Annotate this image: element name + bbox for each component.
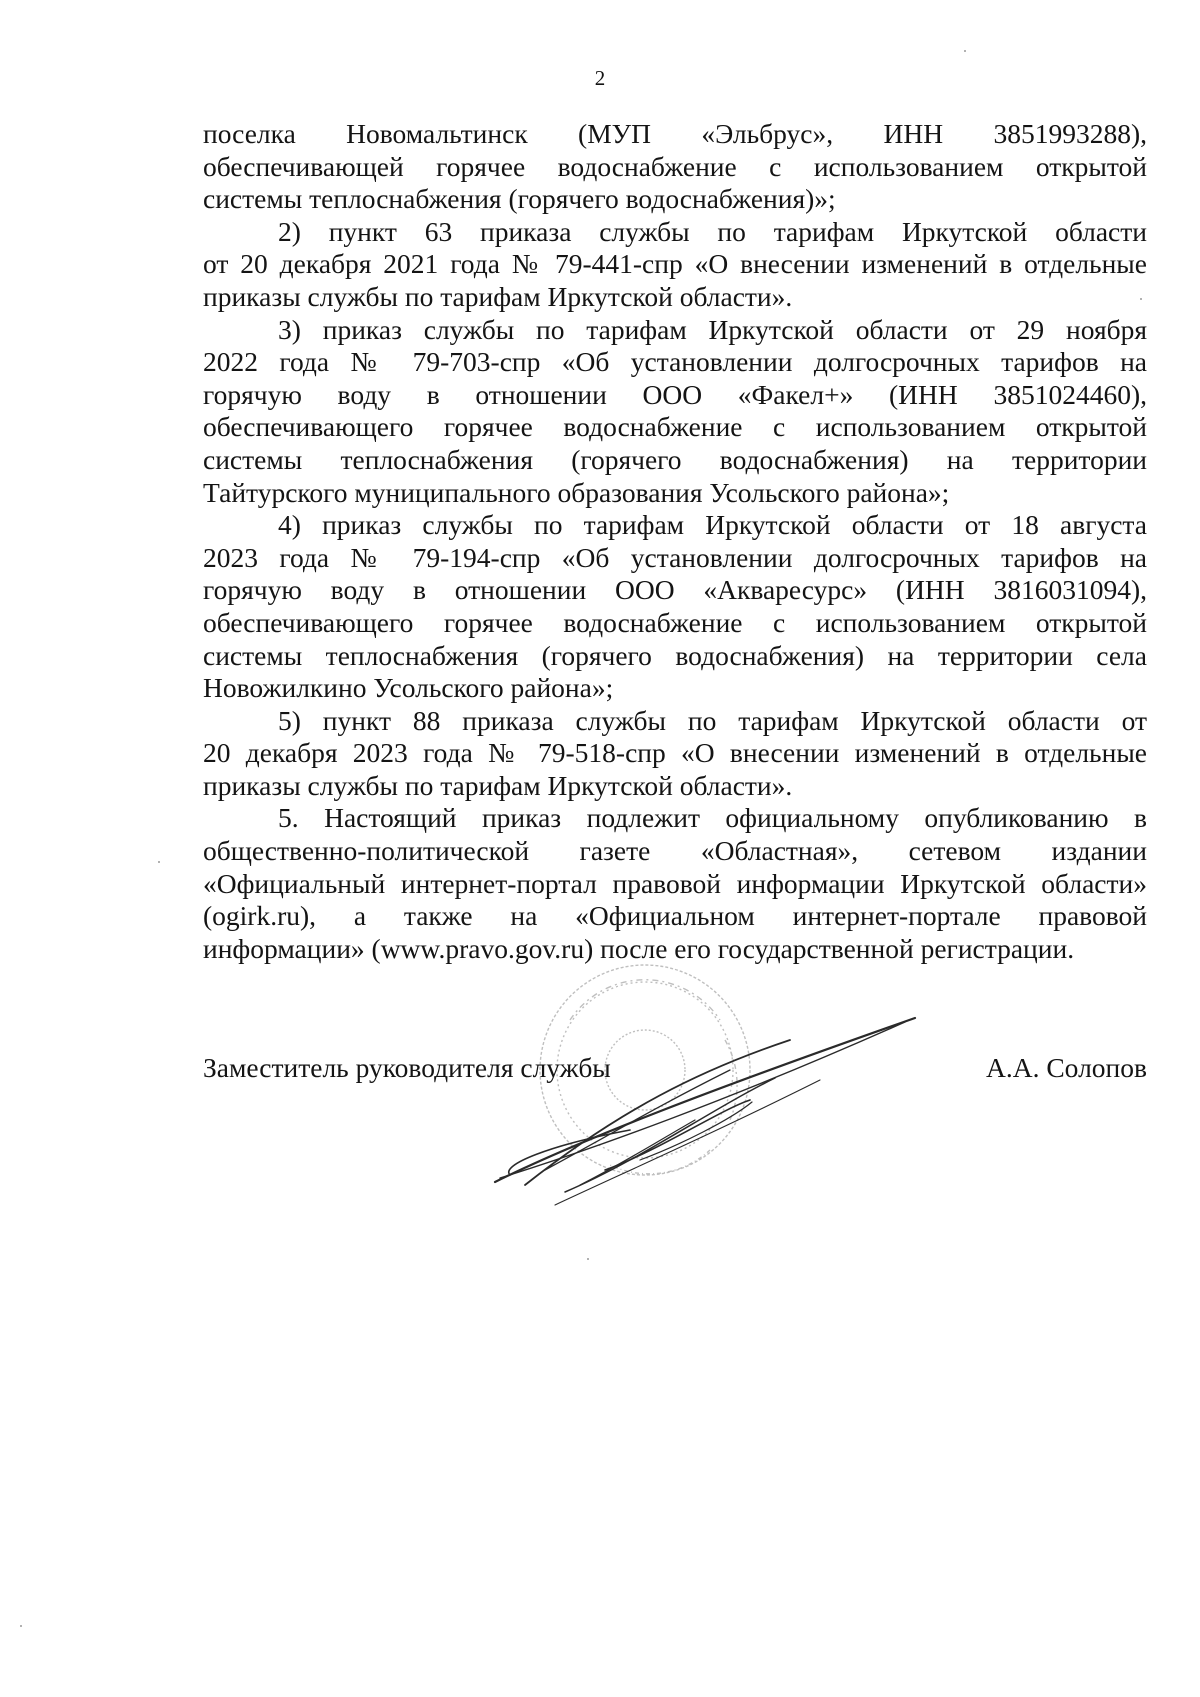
list-item-5: [203, 705, 1147, 803]
text-line: 5) пункт 88 приказа службы по тарифам Иркутской области от: [278, 704, 1147, 736]
scan-speck: [158, 861, 160, 863]
text-line: горячую воду в отношении ООО «Акваресурс» (ИНН 3816031094),: [203, 574, 1147, 606]
document-body: [203, 118, 1147, 965]
text-line: поселка Новомальтинск (МУП «Эльбрус», ИНН 3851993288),: [203, 118, 1147, 149]
handwritten-signature: [495, 1018, 915, 1205]
text-line: (ogirk.ru), а также на «Официальном интернет-портале правовой: [203, 900, 1147, 932]
text-line: приказы службы по тарифам Иркутской области».: [203, 769, 793, 801]
list-item-3: [203, 314, 1147, 510]
text-line: системы теплоснабжения (горячего водоснабжения) на территории: [203, 443, 1147, 475]
text-line: системы теплоснабжения (горячего водоснабжения)»;: [203, 183, 836, 215]
list-item-4: [203, 509, 1147, 705]
scan-speck: [1140, 298, 1142, 300]
scan-speck: [587, 1258, 589, 1260]
text-line: 20 декабря 2023 года № 79-518-спр «О внесении изменений в отдельные: [203, 737, 1147, 769]
page-number: 2: [594, 66, 606, 90]
clause-5-publication: [203, 802, 1147, 965]
signature-block: [203, 1052, 1147, 1084]
text-line: от 20 декабря 2021 года № 79-441-спр «О внесении изменений в отдельные: [203, 248, 1147, 280]
text-line: обеспечивающего горячее водоснабжение с использованием открытой: [203, 411, 1147, 443]
text-line: Новожилкино Усольского района»;: [203, 672, 614, 704]
paragraph-continuation: [203, 118, 1147, 216]
scan-speck: [964, 50, 966, 52]
text-line: 2022 года № 79-703-спр «Об установлении долгосрочных тарифов на: [203, 346, 1147, 378]
list-item-2: [203, 216, 1147, 314]
text-line: горячую воду в отношении ООО «Факел+» (ИНН 3851024460),: [203, 378, 1147, 410]
text-line: системы теплоснабжения (горячего водоснабжения) на территории села: [203, 639, 1147, 671]
text-line: обеспечивающего горячее водоснабжение с использованием открытой: [203, 606, 1147, 638]
text-line: 2023 года № 79-194-спр «Об установлении долгосрочных тарифов на: [203, 541, 1147, 573]
signatory-position: Заместитель руководителя службы: [203, 1052, 611, 1083]
text-line: приказы службы по тарифам Иркутской области».: [203, 280, 793, 312]
text-line: 3) приказ службы по тарифам Иркутской области от 29 ноября: [278, 313, 1147, 345]
seal-and-signature: [490, 960, 1010, 1240]
scan-speck: [20, 1625, 22, 1627]
text-line: «Официальный интернет-портал правовой информации Иркутской области»: [203, 867, 1147, 899]
text-line: информации» (www.pravo.gov.ru) после его государственной регистрации.: [203, 932, 1075, 964]
text-line: Тайтурского муниципального образования Усольского района»;: [203, 476, 950, 508]
text-line: 4) приказ службы по тарифам Иркутской области от 18 августа: [278, 509, 1147, 541]
text-line: 2) пункт 63 приказа службы по тарифам Иркутской области: [278, 215, 1147, 247]
text-line: общественно-политической газете «Областная», сетевом издании: [203, 835, 1147, 867]
text-line: 5. Настоящий приказ подлежит официальному опубликованию в: [278, 802, 1147, 834]
signatory-name: А.А. Солопов: [986, 1052, 1147, 1083]
text-line: обеспечивающей горячее водоснабжение с использованием открытой: [203, 150, 1147, 182]
